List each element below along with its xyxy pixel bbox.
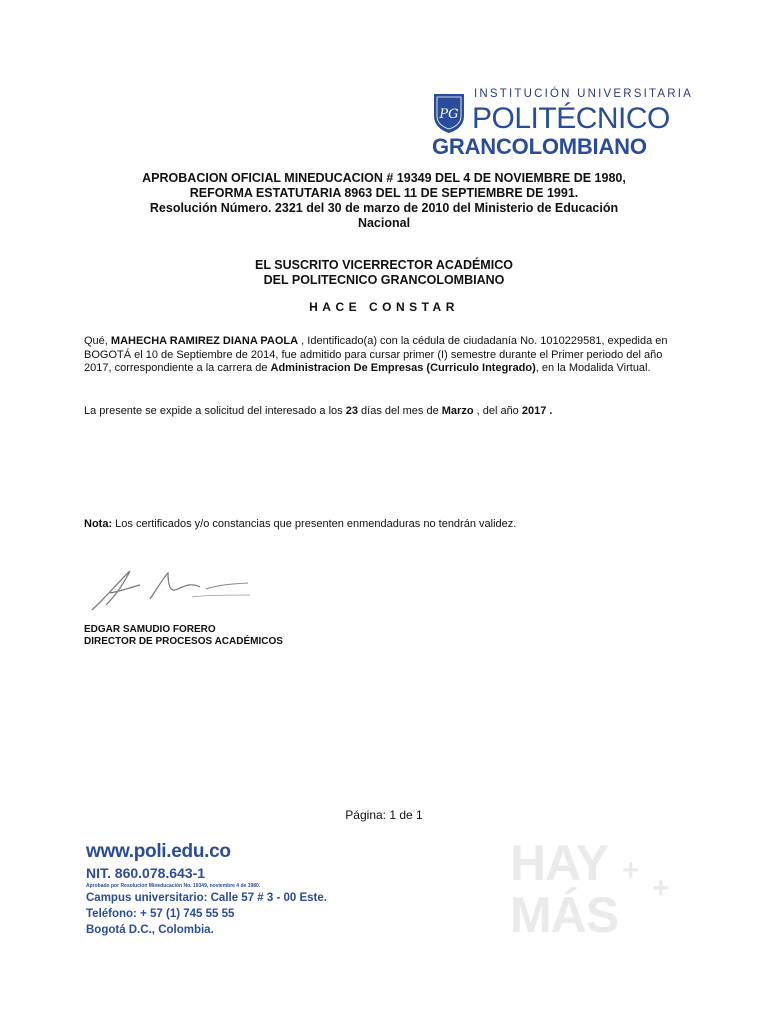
note-text: Los certificados y/o constancias que presenten enmendaduras no tendrán validez.	[112, 518, 517, 530]
signer-title: DIRECTOR DE PROCESOS ACADÉMICOS	[84, 636, 283, 647]
issuer-line-1: EL SUSCRITO VICERRECTOR ACADÉMICO	[255, 258, 513, 272]
footer-contact	[86, 840, 386, 938]
issuer-line-2: DEL POLITECNICO GRANCOLOMBIANO	[263, 273, 505, 287]
issue-day: 23	[345, 405, 358, 417]
shield-icon	[432, 92, 466, 134]
issue-month: Marzo	[441, 405, 474, 417]
student-name: MAHECHA RAMIREZ DIANA PAOLA	[110, 335, 299, 347]
header-line-4: Nacional	[357, 216, 411, 230]
header-line-3: Resolución Número. 2321 del 30 de marzo de 2010 del Ministerio de Educación	[149, 201, 619, 215]
certificate-paragraph	[84, 335, 684, 376]
issue-mid-1: días del mes de	[357, 405, 442, 417]
handwritten-signature	[88, 565, 258, 615]
certificate-details: , Identificado(a) con la cédula de ciudadanía No. 1010229581, expedida en BOGOTÁ el 10 de Septiembre de 2014, fue admitido para cursar primer (I) semestre durante el Primer periodo del año 2017, correspondiente a la carrera de	[84, 335, 668, 374]
hay-mas-watermark	[510, 835, 690, 948]
footer-phone: Teléfono: + 57 (1) 745 55 55	[86, 908, 235, 920]
page-number: Página: 1 de 1	[345, 808, 423, 822]
footer-nit: NIT. 860.078.643-1	[86, 865, 206, 881]
issue-prefix: La presente se expide a solicitud del interesado a los	[84, 405, 346, 417]
plus-icon: +	[652, 872, 670, 905]
watermark-line-2: MÁS	[510, 887, 619, 943]
logo-name-line2: GRANCOLOMBIANO	[432, 134, 647, 159]
certificate-intro: Qué,	[84, 335, 111, 347]
footer-approval: Aprobado por Resolución Mineducación No. 19349, noviembre 4 de 1980.	[86, 883, 261, 889]
certificate-modality: , en la Modalida Virtual.	[535, 362, 651, 374]
footer-campus: Campus universitario: Calle 57 # 3 - 00 Este.	[86, 892, 327, 904]
shield-monogram: PG	[439, 107, 459, 122]
hace-constar-heading: HACE CONSTAR	[309, 300, 459, 314]
note-label: Nota:	[84, 518, 113, 530]
footer-website: www.poli.edu.co	[86, 841, 231, 862]
footer-city: Bogotá D.C., Colombia.	[86, 924, 214, 936]
plus-icon: +	[622, 854, 640, 887]
institution-logo	[432, 88, 693, 160]
note-paragraph	[84, 518, 684, 532]
issue-paragraph	[84, 405, 684, 419]
logo-name-line1: POLITÉCNICO	[472, 102, 670, 135]
header-line-1: APROBACION OFICIAL MINEDUCACION # 19349 DEL 4 DE NOVIEMBRE DE 1980,	[142, 171, 626, 185]
header-line-2: REFORMA ESTATUTARIA 8963 DEL 11 DE SEPTIEMBRE DE 1991.	[189, 186, 579, 200]
program-name: Administracion De Empresas (Curriculo Integrado)	[270, 362, 536, 374]
signer-name: EDGAR SAMUDIO FORERO	[84, 624, 216, 635]
issue-year: 2017 .	[521, 405, 553, 417]
issue-mid-2: , del año	[473, 405, 522, 417]
logo-institution-label: INSTITUCIÓN UNIVERSITARIA	[474, 88, 693, 100]
watermark-line-1: HAY	[510, 835, 608, 891]
